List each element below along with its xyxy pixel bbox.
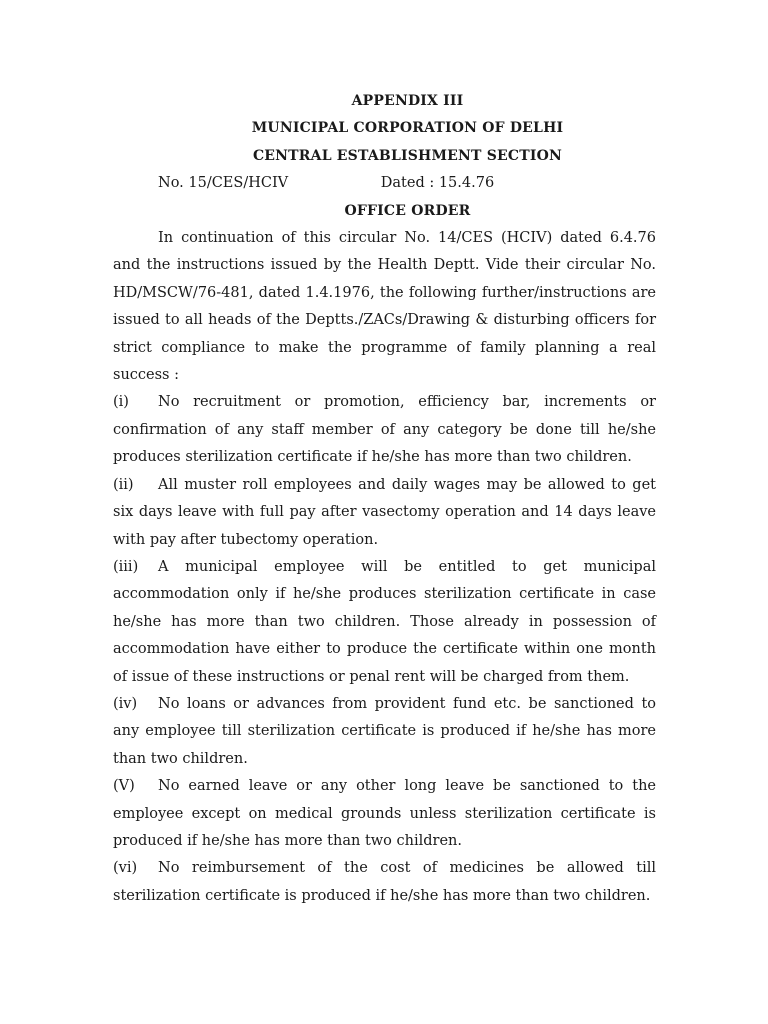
order-date: Dated : 15.4.76	[380, 175, 495, 192]
order-item	[113, 855, 656, 910]
section-heading: CENTRAL ESTABLISHMENT SECTION	[252, 147, 563, 164]
document-page	[113, 88, 656, 910]
item-number: (iv)	[113, 695, 138, 712]
item-number: (V)	[113, 778, 135, 795]
item-number: (iii)	[113, 558, 139, 575]
item-text: No recruitment or promotion, efficiency bar, increments or confirmation of any staff member of any category be done till he/she produces sterilization certificate if he/she has more than two children.	[113, 394, 656, 466]
order-item	[113, 773, 656, 855]
office-order-title: OFFICE ORDER	[344, 202, 471, 219]
intro-paragraph: In continuation of this circular No. 14/CES (HCIV) dated 6.4.76 and the instructions issued by the Health Deptt. Vide their circular No. HD/MSCW/76-481, dated 1.4.1976, the following further/instructions are issued to all heads of the Deptts./ZACs/Drawing & disturbing officers for strict compliance to make the programme of family planning a real success :	[113, 230, 656, 384]
item-number: (vi)	[113, 860, 138, 877]
item-number: (ii)	[113, 476, 134, 493]
item-text: No earned leave or any other long leave be sanctioned to the employee except on medical grounds unless sterilization certificate is produced if he/she has more than two children.	[113, 778, 656, 849]
order-item	[113, 389, 656, 471]
order-number: No. 15/CES/HCIV	[158, 175, 289, 192]
organization-heading: MUNICIPAL CORPORATION OF DELHI	[251, 120, 564, 137]
order-item	[113, 472, 656, 554]
item-number: (i)	[113, 394, 129, 411]
order-item	[113, 554, 656, 691]
order-item	[113, 691, 656, 773]
appendix-heading: APPENDIX III	[351, 93, 464, 109]
item-text: No loans or advances from provident fund etc. be sanctioned to any employee till sterilization certificate is produced if he/she has more than two children.	[113, 695, 656, 767]
reference-line	[113, 170, 656, 197]
item-text: No reimbursement of the cost of medicines be allowed till sterilization certificate is produced if he/she has more than two children.	[113, 860, 656, 904]
item-text: A municipal employee will be entitled to get municipal accommodation only if he/she produces sterilization certificate in case he/she has more than two children. Those already in possession of accommodation have either to produce the certificate within one month of issue of these instructions or penal rent will be charged from them.	[113, 558, 656, 685]
item-text: All muster roll employees and daily wages may be allowed to get six days leave with full pay after vasectomy operation and 14 days leave with pay after tubectomy operation.	[113, 476, 656, 548]
